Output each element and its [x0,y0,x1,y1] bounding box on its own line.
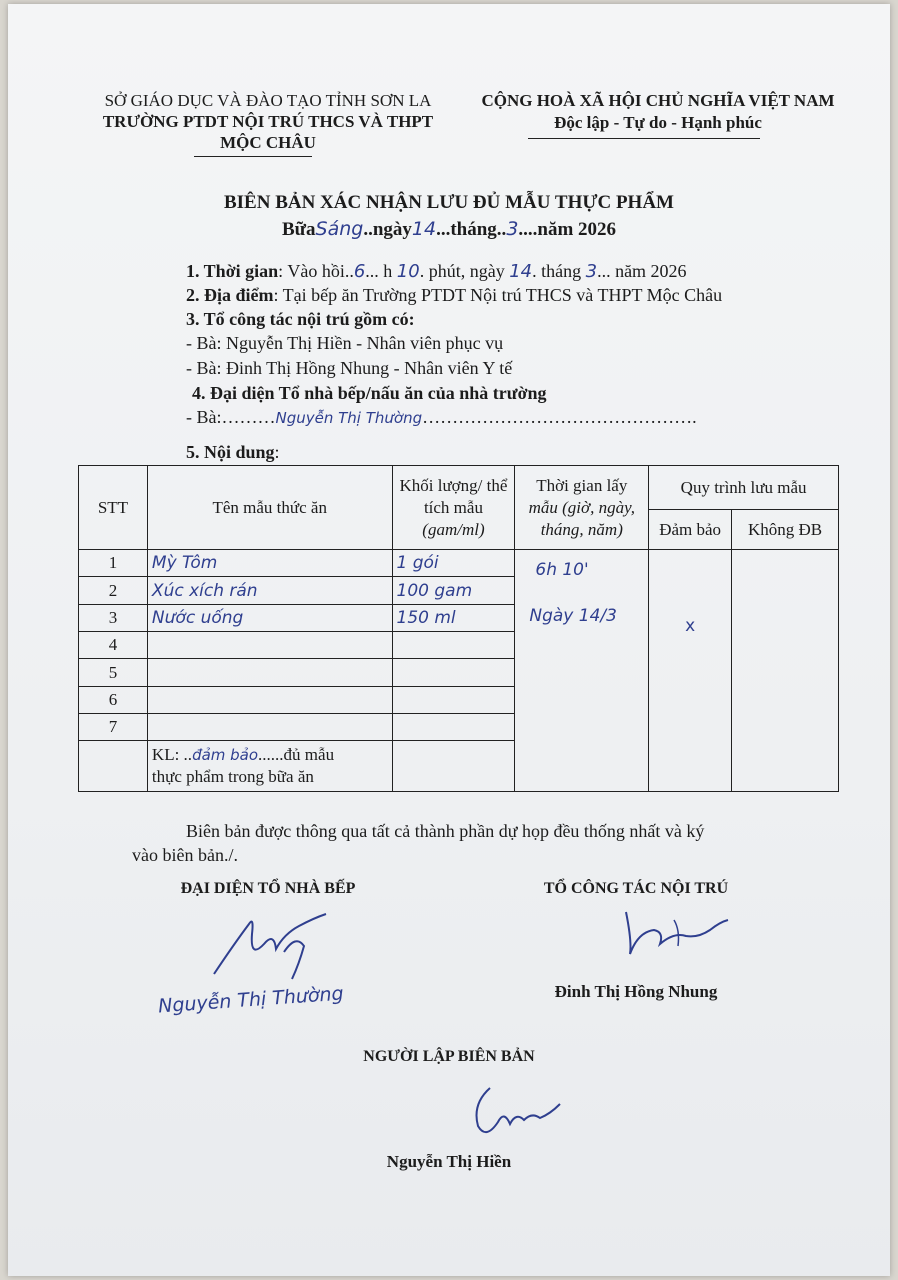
department-name: SỞ GIÁO DỤC VÀ ĐÀO TẠO TỈNH SƠN LA [104,91,432,110]
row-food-name [147,659,392,686]
kitchen-handwritten-name: Nguyễn Thị Thường [157,982,345,1018]
section-content [186,440,280,464]
row-mass [392,632,515,659]
row-food-name: Mỳ Tôm [147,550,392,577]
section-location-text: : Tại bếp ăn Trường PTDT Nội trú THCS và THPT Mộc Châu [273,285,723,305]
section-time-text-c: . phút, ngày [419,261,505,281]
header-mass-line1: Khối lượng/ thể [399,475,508,495]
national-motto: Độc lập - Tự do - Hạnh phúc [554,113,762,132]
header-time-line2: mẫu (giờ, ngày, [528,497,635,517]
table-row [79,550,839,577]
kitchen-signature [204,904,344,984]
conclusion-line1: Biên bản được thông qua tất cả thành phần dự họp đều thống nhất và ký [186,821,705,841]
boarding-sign-name: Đinh Thị Hồng Nhung [554,982,718,1001]
document-title: BIÊN BẢN XÁC NHẬN LƯU ĐỦ MẪU THỰC PHẨM [223,192,674,213]
national-header [473,90,843,134]
kl-line2: thực phẩm trong bữa ăn [151,767,314,787]
boarding-signature [614,902,734,962]
kitchen-rep-name: Nguyễn Thị Thường [275,409,423,427]
header-not-ok: Không ĐB [732,510,839,550]
header-mass-line3: (gam/ml) [422,519,485,539]
team-member-1: - Bà: Nguyễn Thị Hiền - Nhân viên phục vụ [186,333,504,353]
header-process: Quy trình lưu mẫu [649,466,839,510]
header-time-line1: Thời gian lấy [536,475,628,495]
header-ok: Đảm bảo [649,510,732,550]
row-mass [392,714,515,741]
row-food-name [147,632,392,659]
header-time [515,466,649,550]
section-content-colon: : [274,442,280,462]
sample-time-line1: 6h 10' [535,560,589,581]
subtitle-month-label: ...tháng.. [436,219,507,240]
row-mass: 100 gam [392,577,515,604]
row-stt: 1 [79,550,148,577]
time-hour: 6 [353,261,366,282]
kitchen-sign-title: ĐẠI DIỆN TỔ NHÀ BẾP [180,880,356,897]
row-food-name [147,686,392,713]
boarding-sign-title: TỔ CÔNG TÁC NỘI TRÚ [543,880,729,897]
time-month: 3 [585,261,598,282]
header-mass [392,466,515,550]
kl-suffix: ......đủ mẫu [258,745,335,765]
header-left-underline [194,156,312,157]
month-value: 3 [506,218,519,240]
kitchen-representative [186,405,697,430]
author-sign-name: Nguyễn Thị Hiền [386,1152,512,1171]
school-name-line2: MỘC CHÂU [220,133,316,152]
section-content-label: 5. Nội dung [186,442,275,462]
conclusion-line2: vào biên bản./. [132,845,238,865]
header-mass-line2: tích mẫu [423,497,483,517]
kl-value: đảm bảo [192,746,259,765]
row-stt: 3 [79,604,148,631]
ok-mark: x [685,616,696,637]
row-food-name: Nước uống [147,604,392,631]
conclusion-mass-empty [392,741,515,792]
meal-value: Sáng [315,218,364,240]
section-time-label: 1. Thời gian [186,261,279,281]
kitchen-rep-dots: ………………………………………. [422,407,697,427]
header-time-line3: tháng, năm) [540,519,623,539]
section-location-label: 2. Địa điểm [186,285,274,305]
section-time-text-e: ... năm 2026 [597,261,687,281]
ok-cell [649,550,732,792]
row-mass: 150 ml [392,604,515,631]
document-page [8,4,890,1276]
subtitle-year-label: ....năm 2026 [518,219,617,240]
team-member-2: - Bà: Đinh Thị Hồng Nhung - Nhân viên Y tế [186,358,513,378]
document-subtitle [8,216,890,243]
row-stt: 6 [79,686,148,713]
kitchen-rep-prefix: - Bà:……… [186,407,276,427]
sample-time-line2: Ngày 14/3 [529,606,617,627]
agency-header [68,90,468,153]
author-sign-title: NGƯỜI LẬP BIÊN BẢN [363,1048,535,1065]
section-time-text-b: ... h [365,261,393,281]
section-location [186,283,722,307]
section-team-label: 3. Tổ công tác nội trú gồm có: [186,309,415,329]
conclusion-stt-empty [79,741,148,792]
row-mass [392,659,515,686]
section-time-text-a: : Vào hồi.. [278,261,354,281]
section-time-text-d: . tháng [532,261,582,281]
header-food-name: Tên mẫu thức ăn [147,466,392,550]
section-kitchen-label: 4. Đại diện Tổ nhà bếp/nấu ăn của nhà trường [192,383,547,403]
header-stt: STT [79,466,148,550]
author-signature [458,1082,568,1144]
header-right-underline [528,138,760,139]
section-time [186,259,687,284]
row-stt: 4 [79,632,148,659]
not-ok-cell [732,550,839,792]
row-stt: 7 [79,714,148,741]
row-food-name [147,714,392,741]
school-name-line1: TRƯỜNG PTDT NỘI TRÚ THCS VÀ THPT [102,112,434,131]
row-mass [392,686,515,713]
national-title: CỘNG HOÀ XÃ HỘI CHỦ NGHĨA VIỆT NAM [481,91,835,110]
time-day: 14 [509,261,533,282]
time-minute: 10 [396,261,420,282]
day-value: 14 [411,218,437,240]
conclusion-cell [147,741,392,792]
subtitle-prefix: Bữa [281,219,316,240]
kl-prefix: KL: .. [151,745,193,765]
subtitle-day-label: ..ngày [363,219,412,240]
sample-time-cell [515,550,649,792]
row-mass: 1 gói [392,550,515,577]
row-stt: 5 [79,659,148,686]
row-food-name: Xúc xích rán [147,577,392,604]
row-stt: 2 [79,577,148,604]
food-sample-table [78,465,839,792]
